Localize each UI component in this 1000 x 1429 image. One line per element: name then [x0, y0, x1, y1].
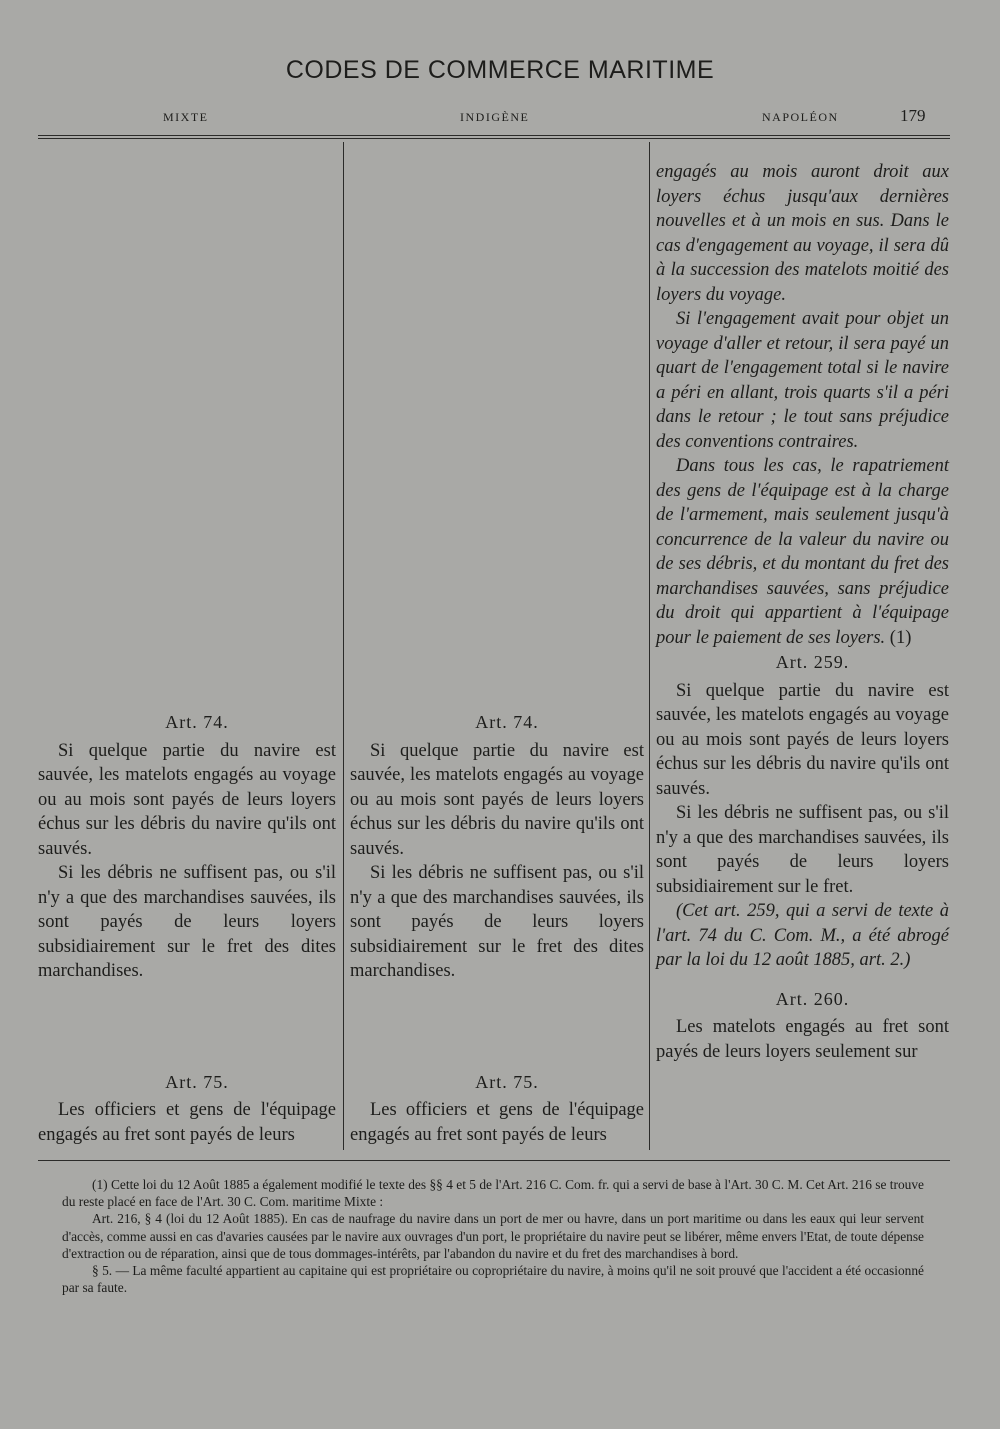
column-napoleon	[656, 160, 949, 1064]
article-paragraph: Les officiers et gens de l'équipage engagés au fret sont payés de leurs	[350, 1100, 644, 1145]
article-paragraph: Les officiers et gens de l'équipage engagés au fret sont payés de leurs	[38, 1100, 336, 1145]
header-rule	[38, 135, 950, 136]
article-paragraph: Si les débris ne suffisent pas, ou s'il n'y a que des marchandises sauvées, ils sont payés de leurs loyers subsidiairement sur le fret des dites marchandises.	[38, 863, 336, 981]
header-rule-secondary	[38, 138, 950, 139]
article-paragraph: engagés au mois auront droit aux loyers échus jusqu'aux dernières nouvelles et à un mois en sus. Dans le cas d'engagement au voyage, il sera dû à la succession des matelots moitié des loyers du voyage.	[656, 162, 949, 305]
paragraph-text: Dans tous les cas, le rapatriement des gens de l'équipage est à la charge de l'armement, mais seulement jusqu'à concurrence de la valeur du navire ou de ses débris, et du montant du fret des marchandises sauvées, sans préjudice du droit qui appartient à l'équipage pour le paiement de ses loyers.	[656, 456, 949, 648]
article-paragraph: Si quelque partie du navire est sauvée, les matelots engagés au voyage ou au mois sont payés de leurs loyers échus sur les débris du navire qu'ils ont sauvés.	[656, 680, 949, 799]
article-heading: Art. 260.	[775, 988, 850, 1009]
article-paragraph: Si les débris ne suffisent pas, ou s'il n'y a que des marchandises sauvées, ils sont payés de leurs loyers subsidiairement sur le fret des dites marchandises.	[350, 863, 644, 981]
article-paragraph: Si l'engagement avait pour objet un voyage d'aller et retour, il sera payé un quart de l'engagement total si le navire a péri en allant, trois quarts s'il a péri dans le retour ; le tout sans préjudice des conventions contraires.	[656, 309, 949, 452]
article-heading: Art. 75.	[165, 1071, 229, 1092]
footnote: (1) Cette loi du 12 Août 1885 a également modifié le texte des §§ 4 et 5 de l'Art. 216 C. Com. fr. qui a servi de base à l'Art. 30 C. M. Cet Art. 216 se trouve du reste placé en face de l'Art. 30 C. Com. maritime Mixte :	[62, 1177, 924, 1210]
column-divider-right	[649, 142, 650, 1150]
article-paragraph: Si quelque partie du navire est sauvée, les matelots engagés au voyage ou au mois sont payés de leurs loyers échus sur les débris du navire qu'ils ont sauvés.	[350, 740, 644, 859]
article-heading: Art. 74.	[165, 712, 229, 732]
column-divider-left	[343, 142, 344, 1150]
column-mixte	[38, 710, 336, 1147]
footnote-rule	[38, 1160, 950, 1161]
editorial-note: (Cet art. 259, qui a servi de texte à l'art. 74 du C. Com. M., a été abrogé par la loi du 12 août 1885, art. 2.)	[656, 901, 949, 970]
article-heading: Art. 74.	[475, 712, 539, 732]
column-header-mixte: MIXTE	[163, 110, 209, 124]
column-header-indigene: INDIGÈNE	[460, 110, 530, 124]
page-number: 179	[900, 106, 926, 125]
footnote: Art. 216, § 4 (loi du 12 Août 1885). En cas de naufrage du navire dans un port de mer ou havre, dans un port maritime ou dans les eaux qui leur servent d'accès, comme aussi en cas d'avaries causées par le navire aux ouvrages d'un port, le propriétaire du navire peut se libérer, même envers l'Etat, de toute dépense d'extraction ou de réparation, ainsi que de tous dommages-intérêts, par l'abandon du navire et du fret des marchandises à bord.	[62, 1211, 924, 1261]
article-paragraph: Si les débris ne suffisent pas, ou s'il n'y a que des marchandises sauvées, ils sont payés de leurs loyers subsidiairement sur le fret.	[656, 803, 949, 897]
footnote-reference: (1)	[885, 627, 912, 648]
footnote: § 5. — La même faculté appartient au capitaine qui est propriétaire ou copropriétaire du navire, à moins qu'il ne soit prouvé que l'accident a été occasionné par sa faute.	[62, 1263, 924, 1296]
article-heading: Art. 75.	[475, 1071, 539, 1092]
article-paragraph: Les matelots engagés au fret sont payés de leurs loyers seulement sur	[656, 1017, 949, 1062]
article-paragraph: Si quelque partie du navire est sauvée, les matelots engagés au voyage ou au mois sont payés de leurs loyers échus sur les débris du navire qu'ils ont sauvés.	[38, 740, 336, 859]
page-title: CODES DE COMMERCE MARITIME	[285, 56, 715, 84]
column-indigene	[350, 710, 644, 1147]
article-heading: Art. 259.	[775, 652, 850, 672]
article-paragraph	[656, 454, 949, 650]
column-header-napoleon: NAPOLÉON	[762, 110, 839, 124]
footnotes	[62, 1176, 924, 1296]
